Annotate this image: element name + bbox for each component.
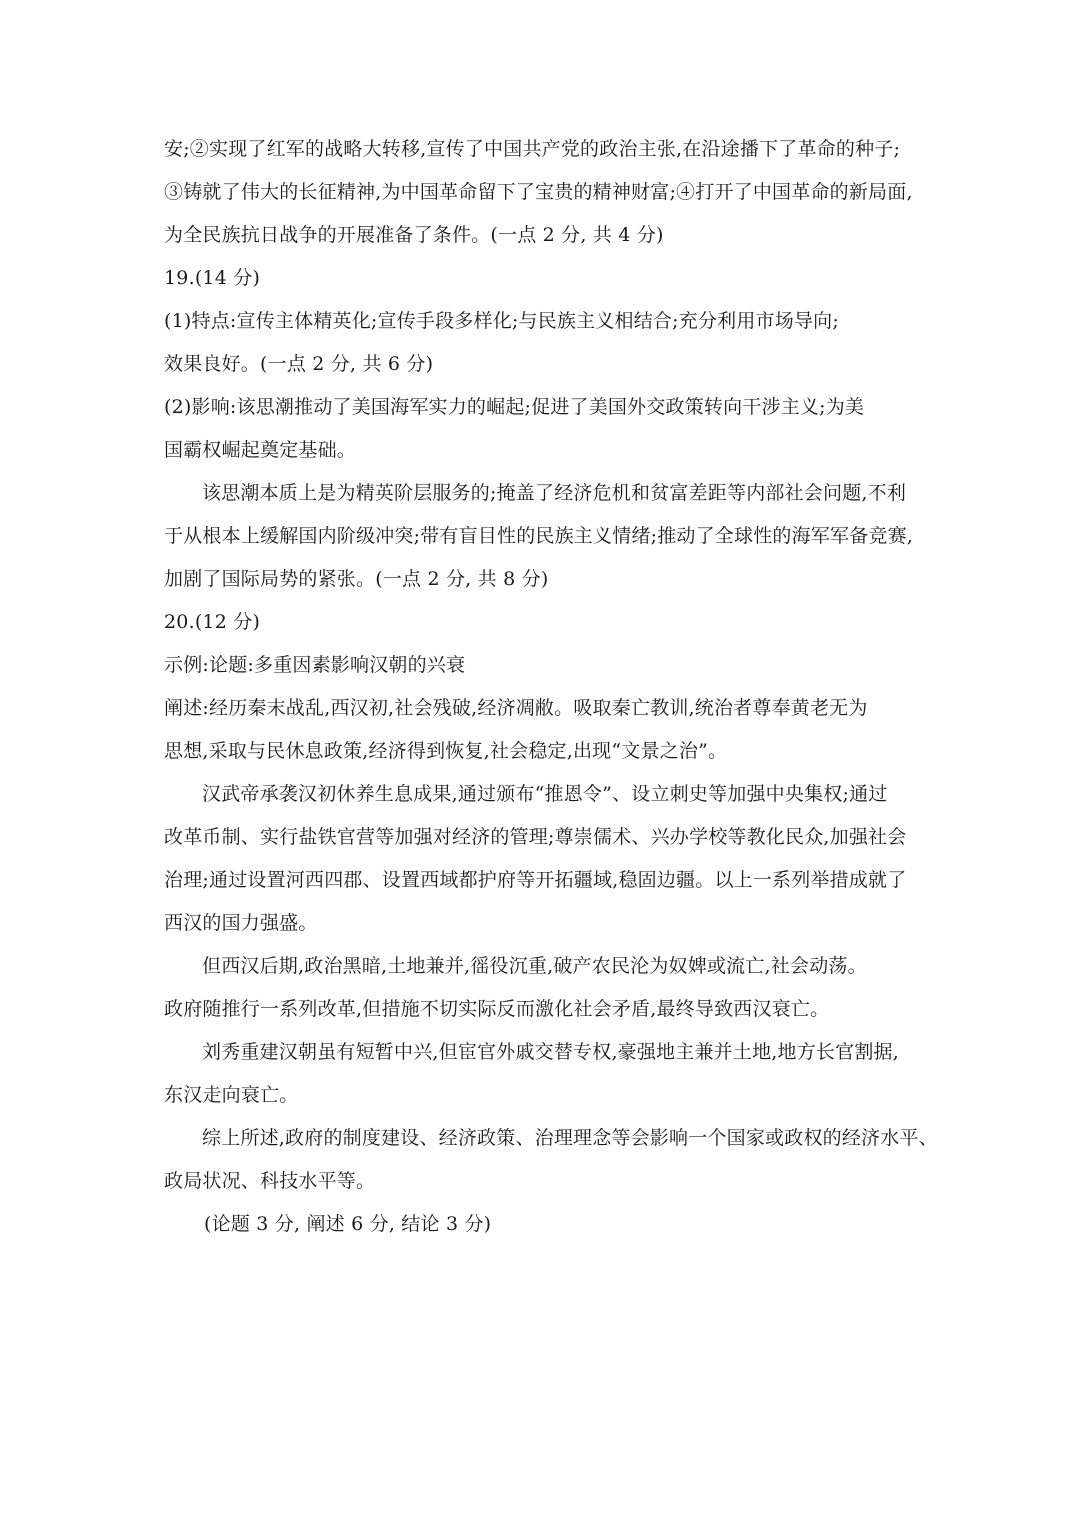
text-line: 改革币制、实行盐铁官营等加强对经济的管理;尊崇儒术、兴办学校等教化民众,加强社会 [164,826,907,848]
text-line: 阐述:经历秦末战乱,西汉初,社会残破,经济凋敝。吸取秦亡教训,统治者尊奉黄老无为 [164,697,868,719]
text-line: 为全民族抗日战争的开展准备了条件。(一点 2 分, 共 4 分) [164,224,664,246]
text-line: 东汉走向衰亡。 [164,1084,299,1106]
text-line: (1)特点:宣传主体精英化;宣传手段多样化;与民族主义相结合;充分利用市场导向; [164,310,839,332]
text-line: (2)影响:该思潮推动了美国海军实力的崛起;促进了美国外交政策转向干涉主义;为美 [164,396,865,418]
text-line: 安;②实现了红军的战略大转移,宣传了中国共产党的政治主张,在沿途播下了革命的种子; [164,138,901,160]
question-heading: 20.(12 分) [164,611,261,633]
text-line: 效果良好。(一点 2 分, 共 6 分) [164,353,434,375]
text-line: 思想,采取与民休息政策,经济得到恢复,社会稳定,出现“文景之治”。 [164,740,728,762]
text-line: 该思潮本质上是为精英阶层服务的;掩盖了经济危机和贫富差距等内部社会问题,不利 [202,482,907,504]
text-line: 示例:论题:多重因素影响汉朝的兴衰 [164,654,466,676]
text-line: 综上所述,政府的制度建设、经济政策、治理理念等会影响一个国家或政权的经济水平、 [202,1127,938,1149]
scoring-note: (论题 3 分, 阐述 6 分, 结论 3 分) [204,1213,492,1235]
answer-text-body [164,128,938,1246]
text-line: 政局状况、科技水平等。 [164,1170,376,1192]
text-line: 加剧了国际局势的紧张。(一点 2 分, 共 8 分) [164,568,549,590]
text-line: 于从根本上缓解国内阶级冲突;带有盲目性的民族主义情绪;推动了全球性的海军军备竞赛, [164,525,914,547]
text-line: ③铸就了伟大的长征精神,为中国革命留下了宝贵的精神财富;④打开了中国革命的新局面, [164,181,913,203]
text-line: 政府随推行一系列改革,但措施不切实际反而激化社会矛盾,最终导致西汉衰亡。 [164,998,830,1020]
text-line: 汉武帝承袭汉初休养生息成果,通过颁布“推恩令”、设立刺史等加强中央集权;通过 [202,783,888,805]
question-heading: 19.(14 分) [164,267,261,289]
text-line: 治理;通过设置河西四郡、设置西域都护府等开拓疆域,稳固边疆。以上一系列举措成就了 [164,869,907,891]
text-line: 但西汉后期,政治黑暗,土地兼并,徭役沉重,破产农民沦为奴婢或流亡,社会动荡。 [202,955,867,977]
text-line: 西汉的国力强盛。 [164,912,318,934]
text-line: 国霸权崛起奠定基础。 [164,439,357,461]
text-line: 刘秀重建汉朝虽有短暂中兴,但宦官外戚交替专权,豪强地主兼并土地,地方长官割据, [202,1041,899,1063]
